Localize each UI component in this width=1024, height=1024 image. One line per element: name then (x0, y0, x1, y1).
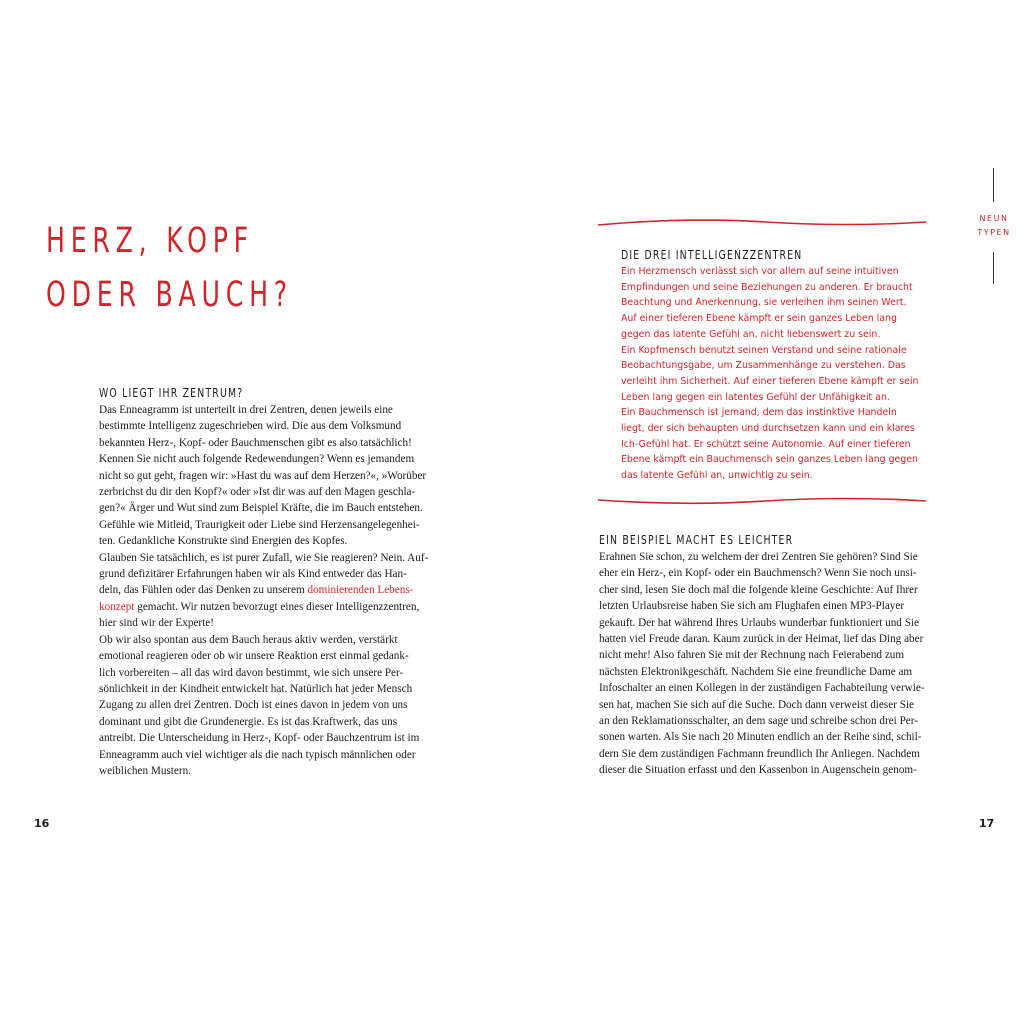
text-line: an den Reklamationsschalter, an dem sage und schreibe schon drei Per- (599, 715, 918, 728)
side-tab-divider (993, 168, 994, 202)
box-line: Empfindungen und seine Beziehungen zu anderen. Er braucht (621, 281, 913, 293)
text-line: dominant und gibt die Grundenergie. Es ist das Kraftwerk, das uns (99, 715, 398, 728)
highlight-term: dominierenden Lebens- (307, 584, 414, 597)
page-number-right: 17 (979, 817, 995, 830)
text-line: dieser die Situation erfasst und den Kassenbon in Augenschein genom- (599, 764, 917, 777)
text-line: gekauft. Der hat während Ihres Urlaubs wunderbar funktioniert und Sie (599, 616, 919, 629)
text-line: hatten viel Freude daran. Kaum zurück in der Heimat, lief das Ding aber (599, 633, 924, 646)
text-line: nächsten Elektronikgeschäft. Nachdem Sie eine freundliche Dame am (599, 665, 913, 678)
info-box-text (621, 264, 919, 484)
text-line: nicht mehr! Also fahren Sie mit der Rechnung nach Feierabend zum (599, 649, 905, 662)
box-line: Beachtung und Anerkennung, sie verleihen ihm seinen Wert. (621, 297, 907, 309)
box-top-rule (596, 216, 930, 230)
box-line: Beobachtungsgabe, um Zusammenhänge zu verstehen. Das (621, 360, 906, 372)
side-tab-divider (993, 252, 994, 284)
text-segment: gemacht. Wir nutzen bevorzugt eines dieser Intelligenzzentren, (134, 600, 420, 613)
box-line: Ebene kämpft ein Bauchmensch sein ganzes Leben lang gegen (621, 454, 918, 466)
page-title (46, 214, 293, 322)
text-line: bestimmte Intelligenz zugeschrieben wird. Die aus dem Volksmund (99, 420, 402, 433)
page-number-left: 16 (34, 817, 50, 830)
text-line: nicht so gut geht, fragen wir: »Hast du was auf dem Herzen?«, »Worüber (99, 469, 427, 482)
box-line: Ein Herzmensch verlässt sich vor allem auf seine intuitiven (621, 266, 899, 277)
box-line: das latente Gefühl an, unwichtig zu sein. (621, 470, 813, 482)
section-heading-beispiel: EIN BEISPIEL MACHT ES LEICHTER (599, 533, 794, 547)
text-line: Das Enneagramm ist unterteilt in drei Zentren, denen jeweils eine (99, 404, 393, 416)
text-line: Zugang zu allen drei Zentren. Doch ist eines davon in jedem von uns (99, 699, 408, 712)
text-line: antreibt. Die Unterscheidung in Herz-, Kopf- oder Bauchzentrum ist im (99, 732, 420, 745)
text-line: eher ein Herz-, ein Kopf- oder ein Bauchmensch? Wenn Sie noch unsi- (599, 567, 917, 580)
text-line: zerbrichst du dir den Kopf?« oder »Ist dir was auf den Magen geschla- (99, 486, 416, 499)
left-body-text (99, 402, 428, 779)
text-line: gen?« Ärger und Wut sind zum Beispiel Kräfte, die im Bauch entstehen. (99, 502, 423, 515)
box-line: verleiht ihm Sicherheit. Auf einer tieferen Ebene kämpft er sein (621, 375, 919, 387)
box-line: Auf einer tieferen Ebene kämpft er sein ganzes Leben lang (621, 313, 897, 325)
box-heading: DIE DREI INTELLIGENZZENTREN (621, 248, 803, 262)
text-line: ten. Gedankliche Konstrukte sind Energien des Kopfes. (99, 535, 348, 548)
text-line: dern Sie dem zuständigen Fachmann freundlich Ihr Anliegen. Nachdem (599, 747, 920, 760)
box-bottom-rule (596, 494, 930, 508)
text-line: Infoschalter an einen Kollegen in der zuständigen Fachabteilung verwie- (599, 682, 925, 695)
text-line (99, 599, 428, 615)
text-line: emotional reagieren oder ob wir unsere Reaktion erst einmal gedank- (99, 650, 409, 663)
text-line: lich vorbereiten – all das wird davon bestimmt, wie sich unsere Per- (99, 666, 404, 679)
box-line: liegt, der sich behaupten und durchsetzen kann und ein klares (621, 423, 915, 435)
text-line: Ob wir also spontan aus dem Bauch heraus aktiv werden, verstärkt (99, 633, 398, 646)
text-line: sönlichkeit in der Kindheit entwickelt hat. Natürlich hat jeder Mensch (99, 682, 413, 695)
side-tab-line: TYPEN (977, 228, 1011, 237)
text-line: sen hat, machen Sie sich auf die Suche. Doch dann verweist dieser Sie (599, 698, 915, 711)
box-line: Ich-Gefühl hat. Er schützt seine Autonomie. Auf einer tieferen (621, 438, 911, 450)
highlight-term: konzept (99, 600, 135, 613)
text-line: weiblichen Mustern. (99, 764, 191, 777)
text-line: hier sind wir der Experte! (99, 617, 214, 630)
right-body-text (599, 549, 925, 779)
text-line: Gefühle wie Mitleid, Traurigkeit oder Liebe sind Herzensangelegenhei- (99, 518, 420, 531)
text-line: bekannten Herz-, Kopf- oder Bauchmenschen gibt es also tatsächlich! (99, 436, 412, 449)
text-line: Kennen Sie nicht auch folgende Redewendungen? Wenn es jemandem (99, 453, 415, 466)
title-line: ODER BAUCH? (46, 275, 293, 315)
section-heading-zentrum: WO LIEGT IHR ZENTRUM? (99, 386, 244, 400)
text-line: Enneagramm auch viel wichtiger als die nach typisch männlichen oder (99, 748, 416, 761)
side-tab-line: NEUN (979, 214, 1009, 223)
text-line: sonen warten. Als Sie nach 20 Minuten endlich an der Reihe sind, schil- (599, 731, 922, 744)
box-line: gegen das latente Gefühl an, nicht liebenswert zu sein. (621, 328, 881, 340)
text-line: grund defizitärer Erfahrungen haben wir als Kind entweder das Han- (99, 568, 407, 581)
text-line: Glauben Sie tatsächlich, es ist purer Zufall, wie Sie reagieren? Nein. Auf- (99, 551, 429, 564)
title-line: HERZ, KOPF (46, 221, 254, 261)
side-tab-label (974, 212, 1014, 240)
text-line: cher sind, lesen Sie doch mal die folgende kleine Geschichte: Auf Ihrer (599, 583, 918, 596)
box-line: Leben lang gegen ein latentes Gefühl der Unfähigkeit an. (621, 391, 890, 403)
text-segment: deln, das Fühlen oder das Denken zu unserem (99, 584, 308, 597)
box-line: Ein Bauchmensch ist jemand, dem das instinktive Handeln (621, 407, 897, 419)
box-line: Ein Kopfmensch benutzt seinen Verstand und seine rationale (621, 344, 907, 356)
text-line (99, 582, 428, 598)
text-line: letzten Urlaubsreise haben Sie sich am Flughafen einen MP3-Player (599, 600, 905, 613)
text-line: Erahnen Sie schon, zu welchem der drei Zentren Sie gehören? Sind Sie (599, 551, 918, 563)
